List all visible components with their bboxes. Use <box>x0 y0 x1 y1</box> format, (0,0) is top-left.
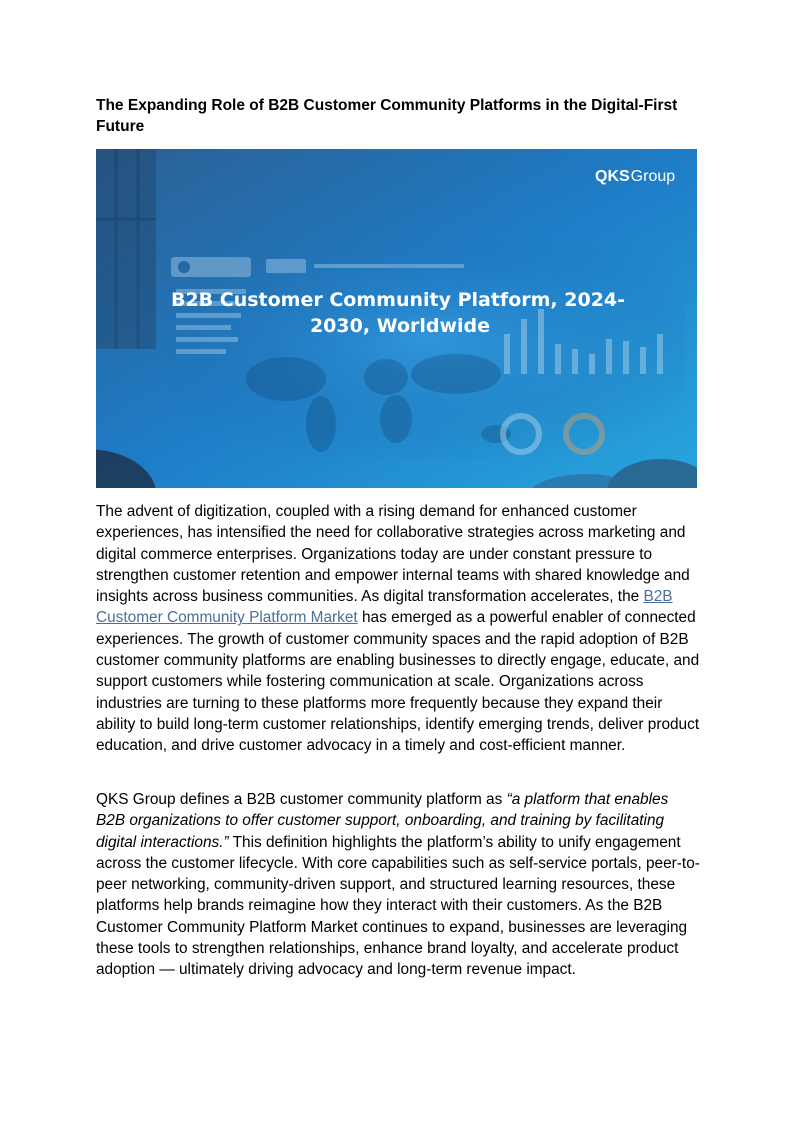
window-backdrop <box>96 149 156 349</box>
hero-image <box>96 149 697 488</box>
paragraph-definition-intro: QKS Group defines a B2B customer community platform as <box>96 791 507 808</box>
article-title: The Expanding Role of B2B Customer Community Platforms in the Digital-First Future <box>96 97 678 135</box>
paragraph-intro-text-continued: has emerged as a powerful enabler of connected experiences. The growth of customer community spaces and the rapid adoption of B2B customer community platforms are enabling businesses to directly engage, educate, and support customers while fostering communication at scale. Organizations across industries are turning to these platforms more frequently because they expand their ability to build long-term customer relationships, identify emerging trends, deliver product education, and drive customer advocacy in a timely and cost-efficient manner. <box>96 609 700 755</box>
paragraph-definition-text: This definition highlights the platform’s ability to unify engagement across the customer lifecycle. With core capabilities such as self-service portals, peer-to-peer networking, community-driven support, and structured learning resources, these platforms help brands reimagine how they interact with their customers. As the B2B Customer Community Platform Market continues to expand, businesses are leveraging these tools to strengthen relationships, enhance brand loyalty, and accelerate product adoption — ultimately driving advocacy and long-term revenue impact. <box>96 833 700 979</box>
hero-headline-line1: B2B Customer Community Platform, 2024- <box>170 289 626 311</box>
paragraph-intro <box>96 501 700 757</box>
paragraph-intro-text: The advent of digitization, coupled with a rising demand for enhanced customer experiences, has intensified the need for collaborative strategies across marketing and digital commerce enterprises. Organizations today are under constant pressure to strengthen customer retention and empower internal teams with shared knowledge and insights across business communities. As digital transformation accelerates, the <box>96 503 690 606</box>
definition-quote: “a platform that enables B2B organizations to offer customer support, onboarding, and training by facilitating digital interactions.” <box>96 791 669 851</box>
paragraph-definition <box>96 789 700 981</box>
qks-group-logo: QKSGroup <box>595 168 676 185</box>
hero-headline-line2: 2030, Worldwide <box>309 315 491 337</box>
market-link[interactable]: B2B Customer Community Platform Market <box>96 588 673 627</box>
